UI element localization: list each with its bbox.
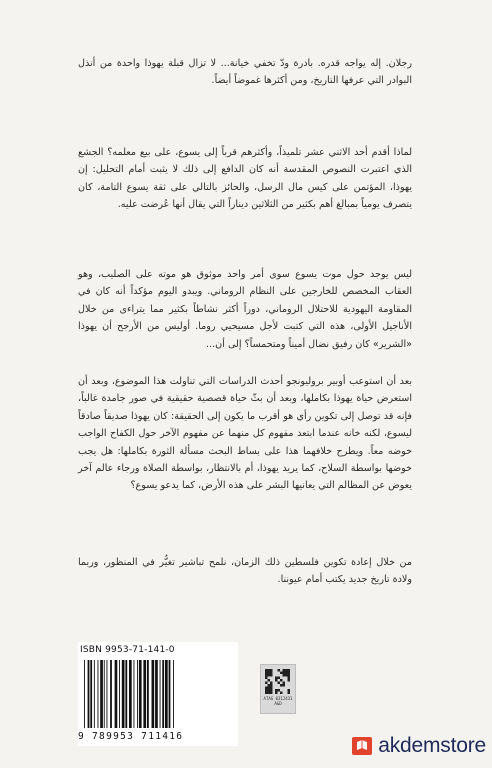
barcode-image <box>82 660 232 728</box>
barcode-bar <box>152 660 155 728</box>
blurb-paragraph-5: من خلال إعادة تكوين فلسطين ذلك الزمان، نلمح تباشير تغيُّر في المنظور، وربما ولادة تاريخ جديد يكتب أمام عيوننا. <box>78 557 412 586</box>
store-brand[interactable] <box>349 730 486 762</box>
barcode-bar <box>129 660 132 728</box>
barcode-bar <box>115 660 118 728</box>
barcode-bar <box>160 660 161 728</box>
barcode-bar <box>90 660 92 728</box>
qr-code-icon <box>265 669 290 694</box>
barcode-bar <box>84 660 85 728</box>
barcode-bar <box>143 660 146 728</box>
price-sticker <box>260 664 296 714</box>
isbn-label: ISBN 9953-71-141-0 <box>80 645 175 655</box>
barcode-bar <box>139 660 142 728</box>
barcode-bar <box>162 660 164 728</box>
blurb-paragraph-4: بعد أن استوعب أوبير بروليونجو أحدث الدراسات التي تناولت هذا الموضوع، وبعد أن استعرض حياة يهوذا بكاملها، وبعد أن بثّ حياة قصصية حقيقية في صور جامدة غالباً، فإنه قد توصل إلى تكوين رأي هو أقرب ما يكون إلى الحقيقة: كان يهوذا صديقاً صادقاً ليسوع، لكنه خانه عندما ابتعد مفهوم كل منهما عن مفهوم الآخر حول الكفاح الواجب خوضه معاً. ويطرح خلافهما هذا على بساط البحث مسألة الثورة بكاملها: هل يجب خوضها بواسطة السلاح، كما يريد يهوذا، أم بالانتظار، بواسطة الصلاة ورجاء عالم آخر يعوض عن المظالم التي يعانيها البشر على هذه الأرض، كما يدعو يسوع؟ <box>78 376 412 492</box>
barcode-digits: 9 789953 711416 <box>78 731 184 742</box>
barcode-bar <box>155 660 158 728</box>
barcode-bar <box>88 660 90 728</box>
sticker-text: ATAG 0312431 A&D <box>263 696 293 706</box>
blurb-paragraph-2: لماذا أقدم أحد الاثني عشر تلميذاً، وأكثرهم قرباً إلى يسوع، على بيع معلمه؟ الجشع الذي اعتبرت النصوص المقدسة أنه كان الدافع إلى ذلك لا يثبت أمام التحليل: إن يهوذا، المؤتمن على كيس مال الرسل، والحائز بالتالي على ثقة يسوع التامة، كان يتصرف يومياً بمبالغ أهم بكثير من الثلاثين ديناراً التي يقال أنها عُرضت عليه. <box>78 147 412 211</box>
barcode-bar <box>147 660 149 728</box>
barcode-bar <box>107 660 108 728</box>
barcode-bar <box>98 660 99 728</box>
barcode-bar <box>119 660 120 728</box>
barcode-bar <box>122 660 125 728</box>
barcode-bar <box>137 660 138 728</box>
barcode-bar <box>110 660 112 728</box>
blurb-paragraph-1: رجلان. إله يواجه قدره. بادرة ودّ تخفي خيانة... لا تزال قبلة يهوذا واحدة من أنذل البوادر التي عرفها التاريخ، ومن أكثرها غموضاً أيضاً. <box>78 58 412 87</box>
barcode-bar <box>165 660 168 728</box>
barcode-bar <box>100 660 103 728</box>
barcode-bar <box>134 660 135 728</box>
barcode-bar <box>94 660 95 728</box>
barcode-bar <box>169 660 171 728</box>
barcode-bar <box>125 660 127 728</box>
barcode-bar <box>173 660 174 728</box>
blurb-paragraph-3: ليس يوجد حول موت يسوع سوى أمر واحد موثوق هو موته على الصليب، وهو العقاب المخصص للخارجين على النظام الروماني. ويبدو اليوم مؤكداً أنه كان في المقاومة اليهودية للاحتلال الروماني، دوراً أكثر نشاطاً بكثير مما يتراءى من خلال الأناجيل الأولى، هذه التي كتبت لأجل مسيحيي روما. أوليس من الأرجح أن يهوذا «الشرير» كان رفيق نضال أميناً ومتحمساً؟ إلى أن... <box>78 269 412 350</box>
store-brand-name: akdemstore <box>378 734 486 757</box>
barcode-bar <box>104 660 105 728</box>
book-logo-icon <box>349 733 375 759</box>
